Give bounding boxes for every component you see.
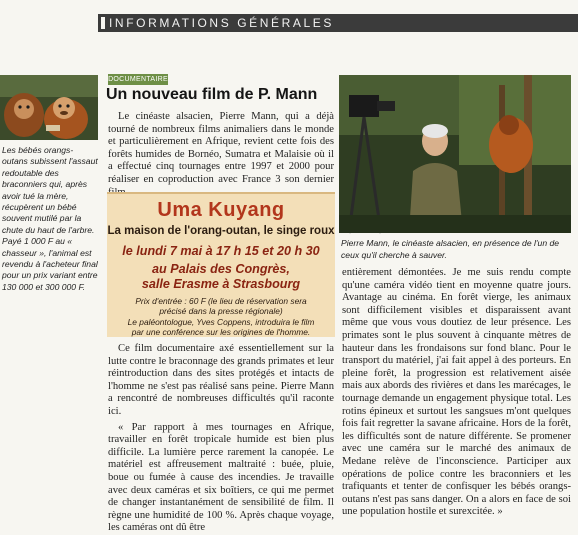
article-body-left: [108, 343, 334, 535]
event-venue-line-2: salle Erasme à Strasbourg: [141, 277, 301, 291]
article-title: Un nouveau film de P. Mann: [106, 86, 318, 103]
event-price: Prix d'entrée : 60 F (le lieu de réservation sera précisé dans la presse régionale): [135, 296, 307, 316]
article-paragraph: Ce film documentaire axé essentiellement sur la lutte contre le braconnage des grands primates et leur réintroduction dans des sites protégés et intacts de l'homme ne s'est pas réalisé sans peine. Pierre Mann a rencontré de nombreuses difficultés qu'il raconte ici.: [108, 343, 334, 417]
event-venue: [107, 262, 335, 292]
section-header-title: INFORMATIONS GÉNÉRALES: [109, 16, 335, 30]
article-paragraph: « Par rapport à mes tournages en Afrique, travailler en forêt tropicale humide est bien plus difficile. La lumière perce rarement la canopée. Le matériel est affreusement maltraité : buée, pluie, boue ou fumée à cause des incendies. Je travaille avec deux caméras et six boîtiers, ce qui me permet de changer instantanément de sensibilité de film. Il règne une humidité de 100 %. Après chaque voyage, les caméras ont dû être: [108, 421, 334, 534]
event-venue-line-1: au Palais des Congrès,: [152, 262, 290, 276]
event-dates: le lundi 7 mai à 17 h 15 et 20 h 30: [122, 244, 320, 258]
baby-orangutan-caption: Les bébés orangs-outans subissent l'assaut redoutable des braconniers qui, après avoir tué la mère, récupèrent un bébé souvent mutilé par la chute du haut de l'arbre. Payé 1 000 F au « chasseur », l'animal est revendu à l'acheteur final pour un prix variant entre 130 000 et 300 000 F.: [2, 145, 98, 292]
section-tag: DOCUMENTAIRE: [108, 76, 168, 83]
section-header-bar: [98, 14, 578, 32]
header-marker: [101, 17, 105, 29]
filmmaker-caption: Pierre Mann, le cinéaste alsacien, en présence de l'un de ceux qu'il cherche à sauver.: [341, 238, 560, 260]
filmmaker-photo: [339, 75, 571, 233]
baby-orangutan-photo: [0, 75, 98, 140]
article-body-right: entièrement démontées. Je me suis rendu compte qu'une caméra vidéo tient en moyenne quatre jours. Avantage au cinéma. En forêt vierge, les animaux sont difficilement visibles et disparaissent avant même que vous vous doutiez de leur présence. Les primates sont le plus souvent à cinquante mètres de hauteur dans les frondaisons sur fond blanc. Pour le transport du matériel, j'ai fait appel à des porteurs. En pleine forêt, la progression est relativement aisée mais aux abords des rivières et dans les marécages, le tournage demande un engagement physique total. Les rotins épineux et surtout les sangsues m'ont quelques fois fait regretter la savane africaine. Hors de la forêt, les difficultés sont de nature différente. Se promener avec une caméra sur le marché des animaux de Medane relève de l'inconscience. Participer aux opérations de police contre les braconniers et les trafiquants et tenter de confisquer les bébés orangs-outans n'est pas sans danger. On a alors en face de soi une population hostile et surexcitée. »: [342, 267, 571, 518]
event-title: Uma Kuyang: [157, 199, 285, 221]
article-intro: Le cinéaste alsacien, Pierre Mann, qui a déjà tourné de nombreux films animaliers dans le monde et particulièrement en Afrique, revient cette fois des forêts humides de Bornéo, Sumatra et Malaisie où il a effectué cinq tournages entre 1997 et 2000 pour réaliser en coproduction avec France 3 son dernier: [108, 111, 334, 185]
event-note: Le paléontologue, Yves Coppens, introduira le film par une conférence sur les origines de l'homme.: [127, 317, 315, 337]
event-subtitle: La maison de l'orang-outan, le singe roux: [107, 225, 335, 237]
event-box: [107, 192, 335, 337]
